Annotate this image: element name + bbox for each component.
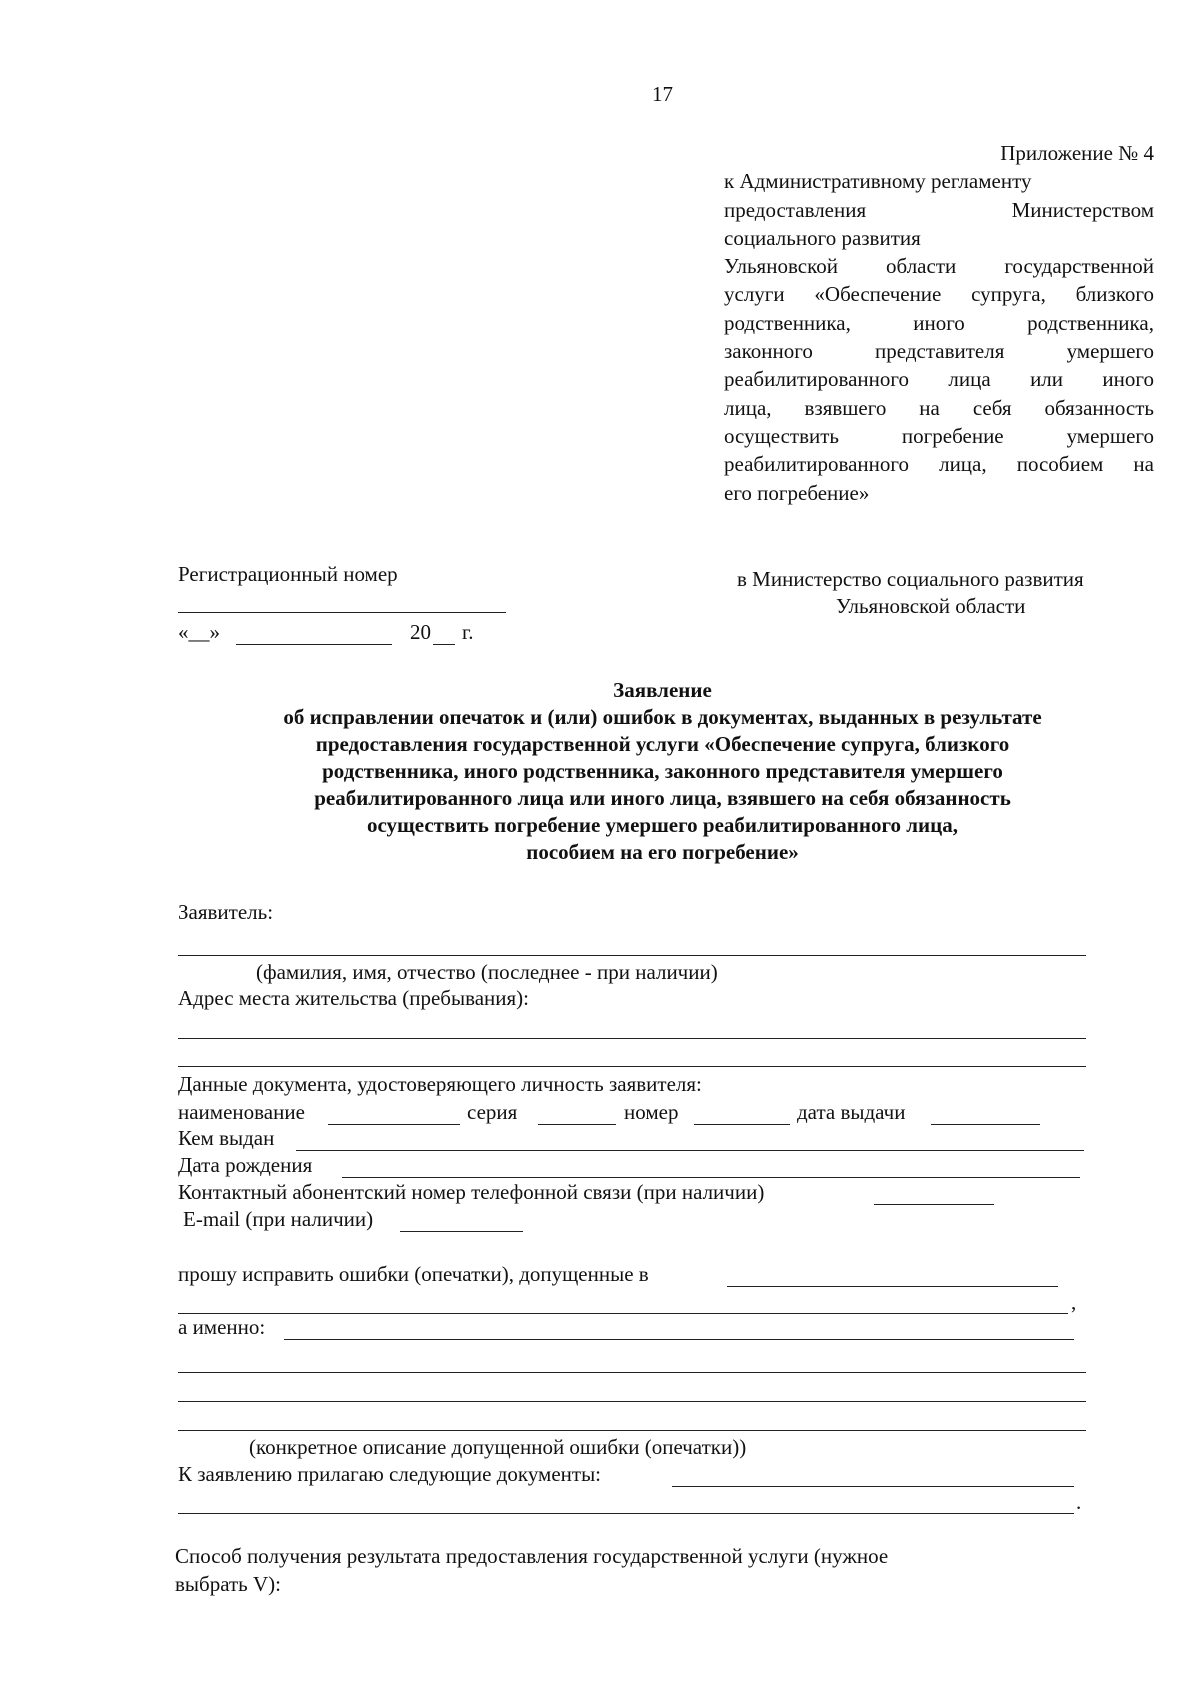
- phone-label: Контактный абонентский номер телефонной связи (при наличии): [178, 1180, 765, 1204]
- appendix-line: к Административному регламенту: [724, 169, 1032, 194]
- doc-number-field[interactable]: [694, 1124, 790, 1125]
- issued-by-label: Кем выдан: [178, 1126, 275, 1150]
- title-line: реабилитированного лица или иного лица, взявшего на себя обязанность: [314, 786, 1011, 810]
- address-field-1[interactable]: [178, 1038, 1086, 1039]
- appendix-line: реабилитированного лица, пособием на: [724, 452, 1154, 477]
- error-description-field-4[interactable]: [178, 1430, 1086, 1431]
- doc-number-label: номер: [624, 1100, 679, 1124]
- registration-label: Регистрационный номер: [178, 562, 398, 586]
- address-field-2[interactable]: [178, 1066, 1086, 1067]
- applicant-fio-field[interactable]: [178, 955, 1086, 956]
- birth-date-label: Дата рождения: [178, 1153, 313, 1177]
- attachments-field-1[interactable]: [672, 1486, 1074, 1487]
- title-line: осуществить погребение умершего реабилитированного лица,: [367, 813, 958, 837]
- registration-year-field[interactable]: [433, 644, 455, 645]
- request-label: прошу исправить ошибки (опечатки), допущенные в: [178, 1262, 649, 1286]
- appendix-line: услуги «Обеспечение супруга, близкого: [724, 282, 1154, 307]
- error-description-field-2[interactable]: [178, 1372, 1086, 1373]
- registration-year-suffix: г.: [462, 620, 474, 644]
- method-line: Способ получения результата предоставления государственной услуги (нужное: [175, 1544, 889, 1568]
- addressee-line: Ульяновской области: [836, 594, 1026, 618]
- applicant-label: Заявитель:: [178, 900, 274, 924]
- birth-date-field[interactable]: [342, 1177, 1080, 1178]
- doc-name-label: наименование: [178, 1100, 305, 1124]
- appendix-line: родственника, иного родственника,: [724, 310, 1154, 335]
- doc-series-label: серия: [467, 1100, 518, 1124]
- email-label: E-mail (при наличии): [183, 1207, 374, 1231]
- title-line: об исправлении опечаток и (или) ошибок в документах, выданных в результате: [283, 705, 1042, 729]
- address-label: Адрес места жительства (пребывания):: [178, 986, 530, 1010]
- request-comma: ,: [1071, 1290, 1077, 1314]
- phone-field[interactable]: [874, 1204, 994, 1205]
- appendix-line: реабилитированного лица или иного: [724, 367, 1154, 392]
- error-hint: (конкретное описание допущенной ошибки (опечатки)): [249, 1435, 747, 1459]
- appendix-line: осуществить погребение умершего: [724, 423, 1154, 448]
- registration-year-prefix: 20: [410, 620, 431, 644]
- appendix-line: законного представителя умершего: [724, 339, 1154, 364]
- namely-label: а именно:: [178, 1315, 266, 1339]
- appendix-line: социального развития: [724, 225, 921, 250]
- doc-series-field[interactable]: [538, 1124, 616, 1125]
- doc-issue-date-label: дата выдачи: [797, 1100, 906, 1124]
- fio-hint: (фамилия, имя, отчество (последнее - при наличии): [256, 960, 718, 984]
- addressee-line: в Министерство социального развития: [737, 567, 1084, 591]
- appendix-line: Ульяновской области государственной: [724, 254, 1154, 279]
- appendix-line: предоставления Министерством: [724, 197, 1154, 222]
- registration-day: «__»: [178, 620, 220, 644]
- request-doc-field-1[interactable]: [727, 1286, 1058, 1287]
- registration-month-field[interactable]: [236, 644, 392, 645]
- appendix-line: его погребение»: [724, 480, 870, 505]
- doc-issue-date-field[interactable]: [931, 1124, 1040, 1125]
- document-title: [200, 677, 1125, 866]
- method-line: выбрать V):: [175, 1572, 281, 1596]
- attachments-field-2[interactable]: [178, 1513, 1074, 1514]
- registration-number-field[interactable]: [178, 612, 506, 613]
- title-line: пособием на его погребение»: [526, 840, 799, 864]
- appendix-block: [724, 139, 1154, 507]
- title-line: родственника, иного родственника, законного представителя умершего: [322, 759, 1003, 783]
- id-doc-label: Данные документа, удостоверяющего личность заявителя:: [178, 1072, 702, 1096]
- error-description-field-3[interactable]: [178, 1401, 1086, 1402]
- email-field[interactable]: [400, 1231, 523, 1232]
- attach-label: К заявлению прилагаю следующие документы:: [178, 1462, 602, 1486]
- doc-name-field[interactable]: [328, 1124, 460, 1125]
- error-description-field-1[interactable]: [284, 1339, 1074, 1340]
- request-doc-field-2[interactable]: [178, 1313, 1068, 1314]
- title-line: Заявление: [613, 678, 712, 702]
- page-number: 17: [652, 82, 673, 106]
- appendix-line: лица, взявшего на себя обязанность: [724, 395, 1154, 420]
- title-line: предоставления государственной услуги «Обеспечение супруга, близкого: [315, 732, 1010, 756]
- issued-by-field[interactable]: [296, 1150, 1084, 1151]
- attach-period: .: [1076, 1490, 1082, 1514]
- appendix-heading: Приложение № 4: [1000, 141, 1154, 165]
